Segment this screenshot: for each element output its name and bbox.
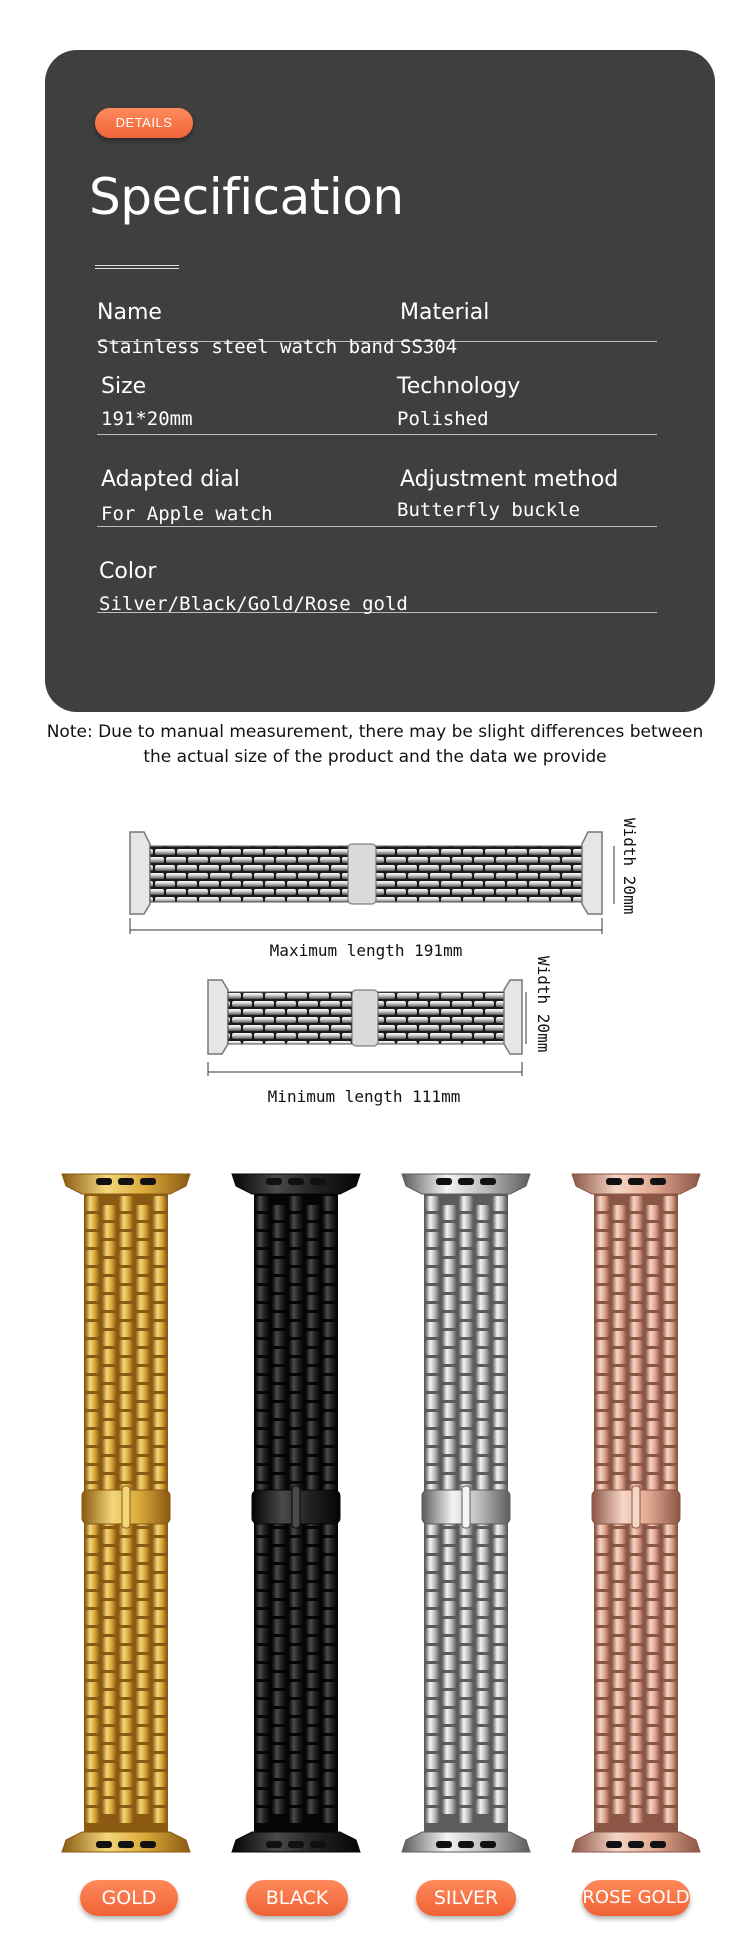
measurement-note [0,720,750,770]
spec-value-adjustment: Butterfly buckle [397,499,581,521]
spec-label-adjustment: Adjustment method [400,467,619,492]
band-max-lug-left [130,832,150,914]
band-gold [60,1168,192,1858]
size-diagram [0,800,750,1120]
band-rose-gold-illustration [570,1168,702,1858]
band-min-lug-right [504,980,522,1054]
spec-row-name-material [97,248,657,358]
variant-label-rose-gold[interactable]: ROSE GOLD [582,1880,690,1916]
spec-value-technology: Polished [397,408,489,430]
max-width-label: Width 20mm [620,818,639,915]
band-max-lug-right [582,832,602,914]
spec-label-size: Size [101,374,147,399]
max-length-label: Maximum length 191mm [269,941,463,960]
band-max-clasp [348,844,376,904]
page-title: Specification [89,168,404,226]
spec-label-adapted-dial: Adapted dial [101,467,240,492]
spec-row-color [97,527,657,613]
band-rose-gold [570,1168,702,1858]
min-width-label: Width 20mm [534,956,553,1053]
variant-label-silver[interactable]: SILVER [416,1880,516,1916]
band-min-length [208,956,553,1106]
band-black [230,1168,362,1858]
variant-label-gold[interactable]: GOLD [80,1880,178,1916]
band-silver-illustration [400,1168,532,1858]
note-line-1: Note: Due to manual measurement, there may be slight differences between [46,722,704,742]
spec-label-name: Name [97,300,162,325]
spec-value-adapted-dial: For Apple watch [101,503,273,525]
spec-value-material: SS304 [400,336,458,358]
spec-label-color: Color [99,559,157,584]
band-silver [400,1168,532,1858]
spec-row-dial-adjustment [97,435,657,527]
note-line-2: the actual size of the product and the data we provide [143,747,607,767]
band-black-illustration [230,1168,362,1858]
band-gold-illustration [60,1168,192,1858]
spec-row-size-technology [97,342,657,435]
spec-value-size: 191*20mm [101,408,193,430]
min-length-label: Minimum length 111mm [267,1087,461,1106]
variant-label-black[interactable]: BLACK [246,1880,348,1916]
spec-label-technology: Technology [397,374,521,399]
band-min-clasp [352,990,378,1046]
spec-label-material: Material [400,300,490,325]
spec-value-name: Stainless steel watch band [97,336,395,358]
spec-value-color: Silver/Black/Gold/Rose gold [99,593,408,615]
details-badge: DETAILS [95,108,193,138]
band-max-length [130,818,639,960]
band-min-lug-left [208,980,228,1054]
specification-card [45,50,715,712]
